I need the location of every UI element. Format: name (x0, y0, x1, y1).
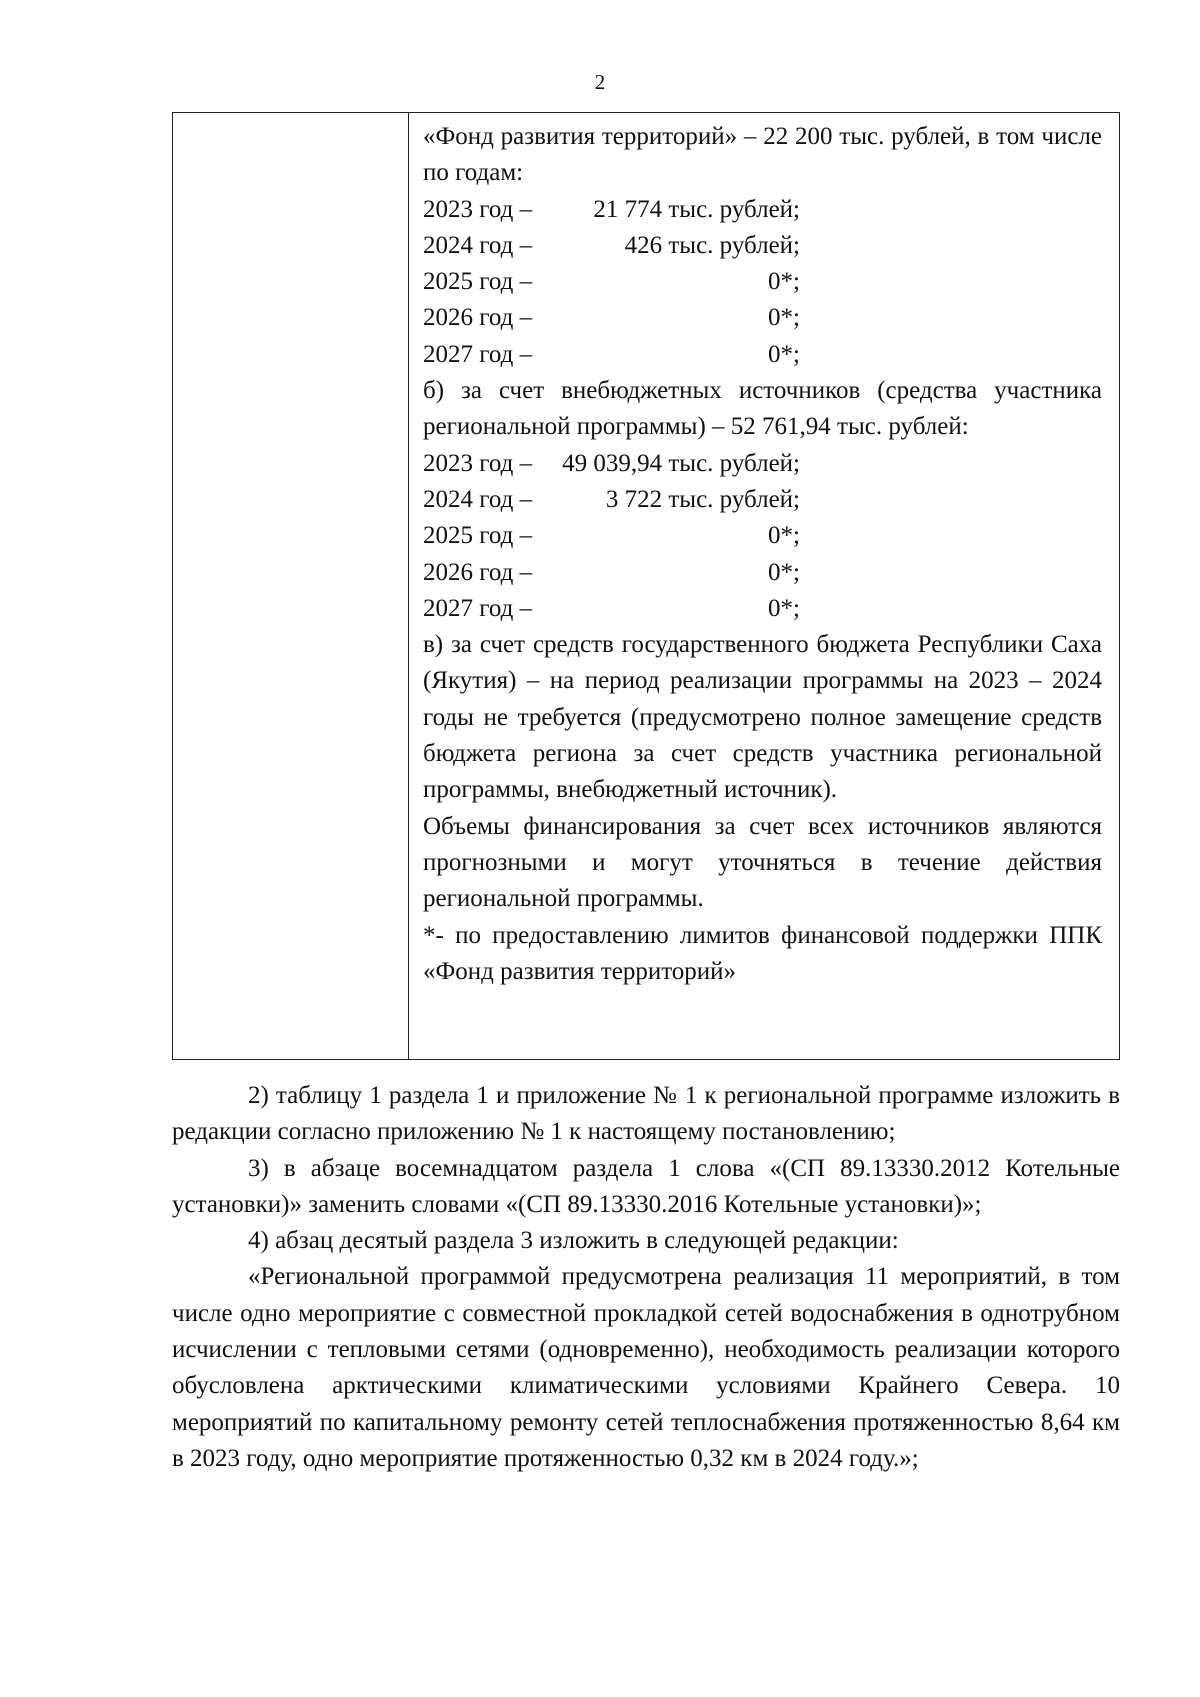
fund-year-row: 2024 год – 426 тыс. рублей; (423, 231, 800, 259)
paragraph-item-2: 2) таблицу 1 раздела 1 и приложение № 1 к региональной программе изложить в редакции согласно приложению № 1 к настоящему постановлению; (172, 1082, 1120, 1146)
financing-table (172, 112, 1120, 1060)
extrabudget-intro: б) за счет внебюджетных источников (средства участника региональной программы) – 52 761,94 тыс. рублей: (423, 377, 1102, 441)
fund-year-row: 2025 год – 0*; (423, 268, 800, 296)
forecast-note: Объемы финансирования за счет всех источников являются прогнозными и могут уточняться в течение действия региональной программы. (423, 812, 1102, 913)
paragraph-item-4: 4) абзац десятый раздела 3 изложить в следующей редакции: (248, 1227, 899, 1255)
extrabudget-year-row: 2025 год – 0*; (423, 522, 800, 550)
body-text (172, 1078, 1120, 1477)
paragraph-item-3: 3) в абзаце восемнадцатом раздела 1 слова «(СП 89.13330.2012 Котельные установки)» заменить словами «(СП 89.13330.2016 Котельные установки)»; (172, 1154, 1120, 1218)
fund-year-row: 2027 год – 0*; (423, 340, 800, 368)
paragraph-quote: «Региональной программой предусмотрена реализация 11 мероприятий, в том числе одно мероприятие с совместной прокладкой сетей водоснабжения в однотрубном исчислении с тепловыми сетями (одновременно), необходимость реализации которого обусловлена арктическими климатическими условиями Крайнего Севера. 10 мероприятий по капитальному ремонту сетей теплоснабжения протяженностью 8,64 км в 2023 году, одно мероприятие протяженностью 0,32 км в 2024 году.»; (172, 1263, 1120, 1472)
state-budget-text: в) за счет средств государственного бюджета Республики Саха (Якутия) – на период реализации программы на 2023 – 2024 годы не требуется (предусмотрено полное замещение средств бюджета региона за счет средств участника региональной программы, внебюджетный источник). (423, 631, 1102, 804)
extrabudget-year-row: 2023 год – 49 039,94 тыс. рублей; (423, 449, 800, 477)
table-right-cell (409, 113, 1119, 1059)
footnote: *- по предоставлению лимитов финансовой поддержки ППК «Фонд развития территорий» (423, 921, 1102, 985)
fund-intro: «Фонд развития территорий» – 22 200 тыс. рублей, в том числе по годам: (423, 123, 1102, 187)
extrabudget-year-row: 2024 год – 3 722 тыс. рублей; (423, 485, 800, 513)
extrabudget-year-row: 2027 год – 0*; (423, 594, 800, 622)
fund-year-row: 2026 год – 0*; (423, 304, 800, 332)
fund-year-row: 2023 год – 21 774 тыс. рублей; (423, 195, 800, 223)
extrabudget-year-row: 2026 год – 0*; (423, 558, 800, 586)
table-left-cell (173, 113, 409, 1059)
page-number: 2 (594, 70, 606, 94)
